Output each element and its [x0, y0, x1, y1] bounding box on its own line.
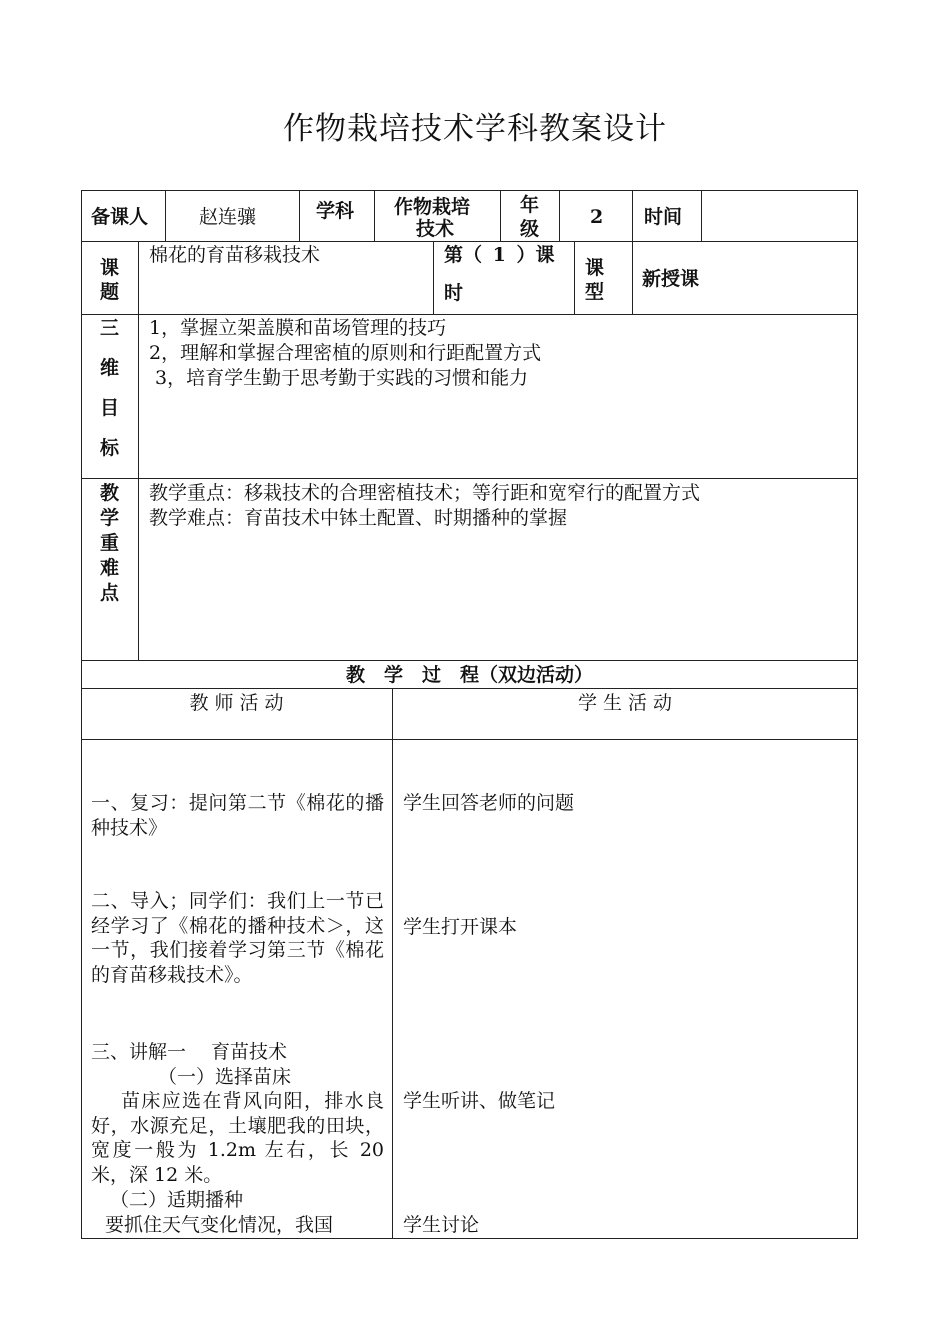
- teacher-activity-sowing-text: 要抓住天气变化情况，我国: [105, 1214, 334, 1236]
- keypoints-label-char: 学: [100, 507, 120, 529]
- lesson-period-line1: 第（ 1 ）课: [444, 244, 555, 266]
- col-divider: [392, 688, 393, 1239]
- document-title: 作物栽培技术学科教案设计: [283, 111, 667, 147]
- student-activity: 学生回答老师的问题: [403, 792, 575, 814]
- keypoints-label-char: 教: [100, 482, 120, 504]
- keypoints-label-char: 难: [100, 557, 120, 579]
- col-divider: [559, 190, 560, 241]
- row-divider: [81, 660, 858, 661]
- col-divider: [165, 190, 166, 241]
- teacher-activity-subheading: （二）适期播种: [110, 1189, 244, 1211]
- teacher-activity-review: 一、复习：提问第二节《棉花的播种技术》: [91, 792, 384, 839]
- col-divider: [138, 314, 139, 660]
- student-activity-header: 学 生 活 动: [577, 692, 673, 714]
- col-divider: [138, 241, 139, 314]
- teacher-activity-subheading: （一）选择苗床: [158, 1066, 292, 1088]
- row-divider: [81, 478, 858, 479]
- row-divider: [81, 739, 858, 740]
- subject-value-line1: 作物栽培: [394, 196, 471, 218]
- time-label: 时间: [644, 206, 683, 228]
- teacher-activity-lecture-heading: 三、讲解一 育苗技术: [91, 1041, 288, 1063]
- col-divider: [374, 190, 375, 241]
- teaching-difficulty: 教学难点：育苗技术中钵土配置、时期播种的掌握: [149, 507, 568, 529]
- teacher-activity-intro: 二、导入；同学们：我们上一节已经学习了《棉花的播种技术＞，这一节，我们接着学习第三节《棉花的育苗移栽技术》。: [91, 890, 384, 986]
- grade-label-line1: 年: [520, 194, 540, 216]
- preparer-label: 备课人: [91, 206, 149, 228]
- objective-item: 3，培育学生勤于思考勤于实践的习惯和能力: [149, 367, 529, 389]
- subject-label: 学科: [316, 200, 355, 222]
- col-divider: [632, 241, 633, 314]
- keypoints-label-char: 点: [100, 582, 120, 604]
- objective-item: 2，理解和掌握合理密植的原则和行距配置方式: [149, 342, 542, 364]
- col-divider: [632, 190, 633, 241]
- lesson-period-line2: 时: [444, 282, 464, 304]
- row-divider: [81, 314, 858, 315]
- grade-label-line2: 级: [520, 218, 540, 240]
- col-divider: [574, 241, 575, 314]
- col-divider: [500, 190, 501, 241]
- type-value: 新授课: [642, 268, 700, 290]
- objective-item: 1，掌握立架盖膜和苗场管理的技巧: [149, 317, 447, 339]
- row-divider: [81, 688, 858, 689]
- student-activity: 学生听讲、做笔记: [403, 1090, 556, 1112]
- objectives-label-char: 三: [100, 317, 120, 339]
- topic-label-char: 题: [100, 281, 120, 303]
- col-divider: [701, 190, 702, 241]
- subject-value-line2: 技术: [416, 218, 455, 240]
- student-activity: 学生讨论: [403, 1214, 480, 1236]
- objectives-label-char: 目: [100, 397, 120, 419]
- grade-value: 2: [590, 206, 604, 228]
- col-divider: [299, 190, 300, 241]
- topic-value: 棉花的育苗移栽技术: [149, 244, 321, 266]
- row-divider: [81, 241, 858, 242]
- process-title: 教 学 过 程（双边活动）: [345, 664, 593, 686]
- student-activity: 学生打开课本: [403, 916, 518, 938]
- preparer-name: 赵连骧: [199, 206, 257, 228]
- objectives-label-char: 维: [100, 357, 120, 379]
- teaching-focus: 教学重点：移栽技术的合理密植技术；等行距和宽窄行的配置方式: [149, 482, 701, 504]
- teacher-activity-seedbed-text: 苗床应选在背风向阳，排水良好，水源充足，土壤肥我的田块，宽度一般为 1.2m 左右，长 20 米，深 12 米。: [91, 1090, 384, 1186]
- col-divider: [433, 241, 434, 314]
- objectives-label-char: 标: [100, 437, 120, 459]
- topic-label-char: 课: [100, 257, 120, 279]
- type-label-char: 课: [585, 257, 605, 279]
- keypoints-label-char: 重: [100, 532, 120, 554]
- teacher-activity-header: 教 师 活 动: [189, 692, 284, 714]
- type-label-char: 型: [585, 281, 605, 303]
